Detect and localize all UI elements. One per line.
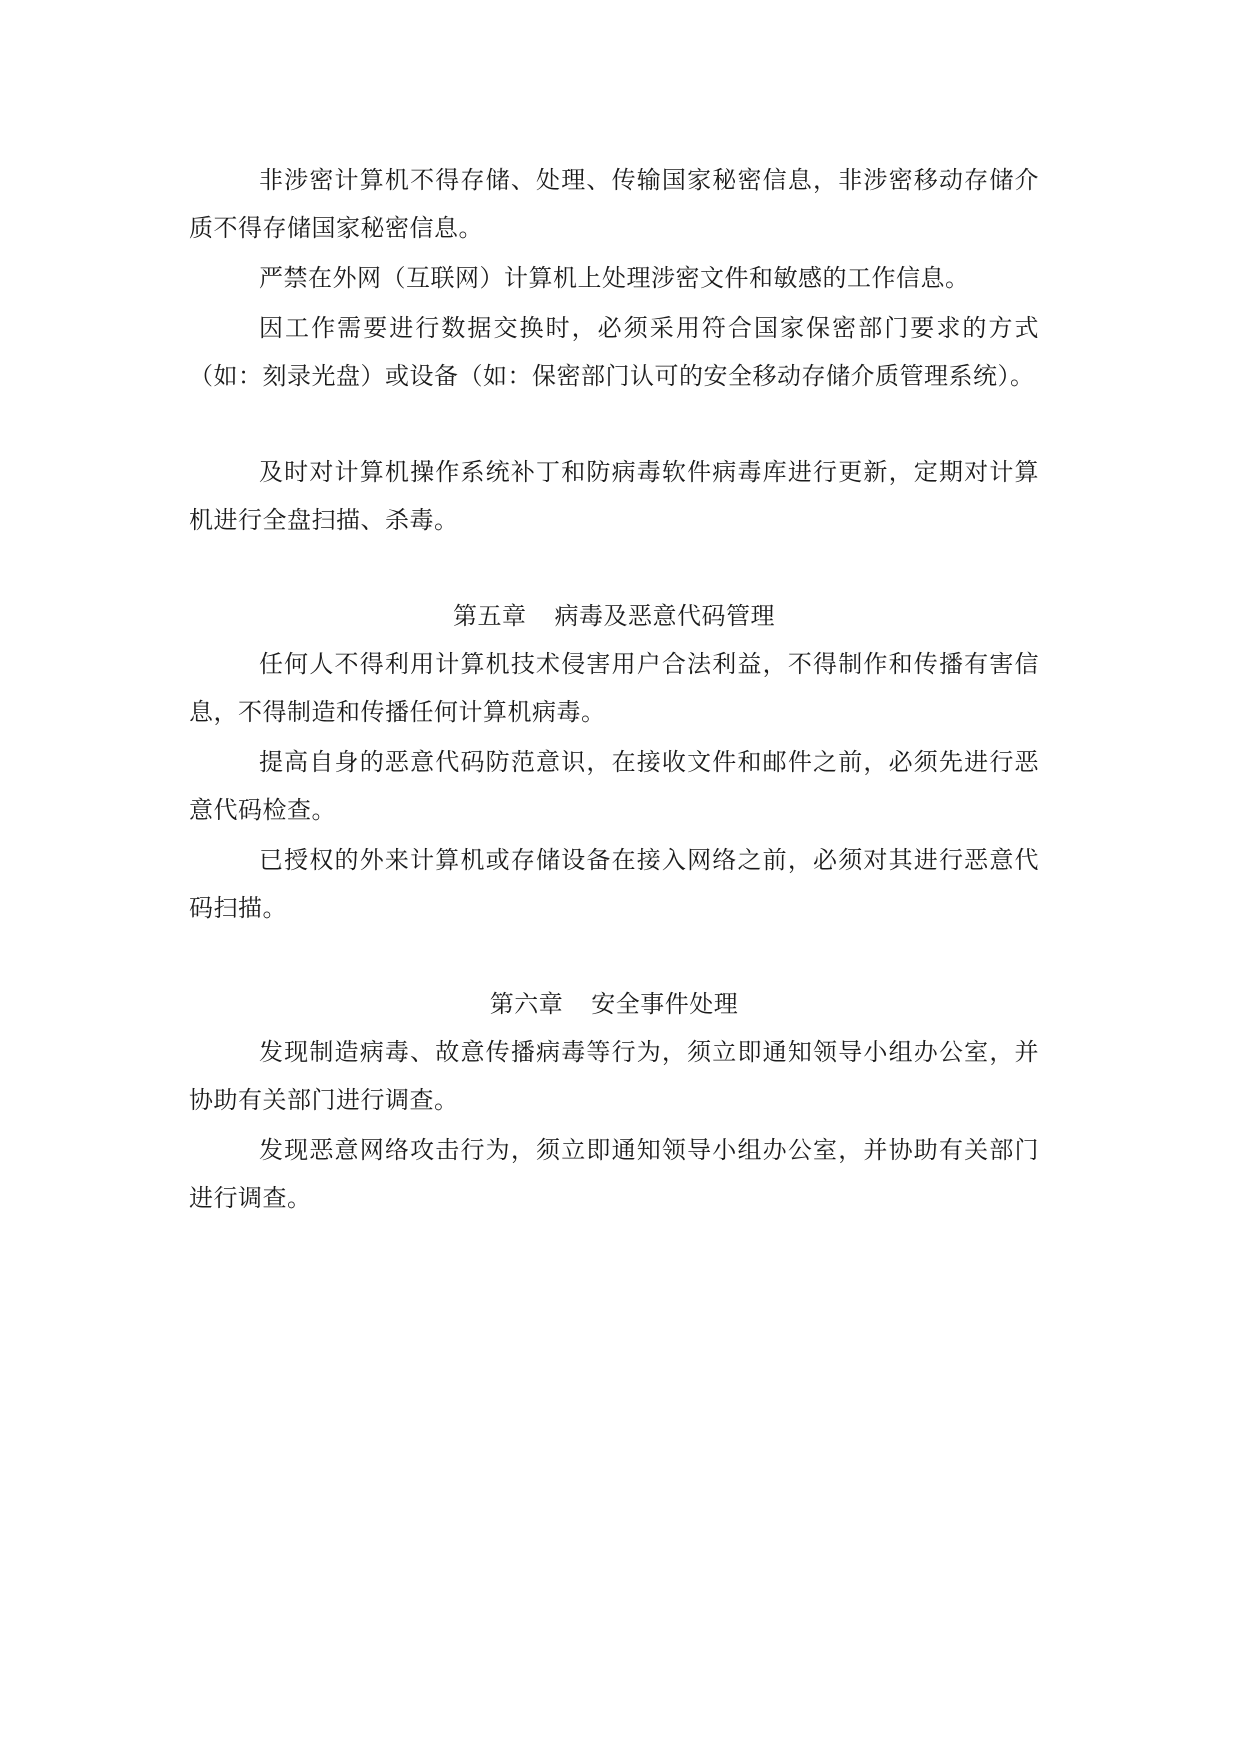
chapter-heading-6	[189, 980, 1039, 1028]
paragraph: 及时对计算机操作系统补丁和防病毒软件病毒库进行更新，定期对计算机进行全盘扫描、杀毒。	[189, 458, 1039, 534]
chapter-number: 第六章	[489, 990, 564, 1018]
paragraph: 严禁在外网（互联网）计算机上处理涉密文件和敏感的工作信息。	[259, 264, 970, 292]
paragraph: 非涉密计算机不得存储、处理、传输国家秘密信息，非涉密移动存储介质不得存储国家秘密信息。	[189, 166, 1039, 242]
chapter-number: 第五章	[453, 602, 527, 630]
paragraph: 发现恶意网络攻击行为，须立即通知领导小组办公室，并协助有关部门进行调查。	[189, 1136, 1039, 1212]
paragraph: 任何人不得利用计算机技术侵害用户合法利益，不得制作和传播有害信息，不得制造和传播任何计算机病毒。	[189, 650, 1039, 726]
paragraph: 发现制造病毒、故意传播病毒等行为，须立即通知领导小组办公室，并协助有关部门进行调查。	[189, 1038, 1039, 1114]
paragraph: 已授权的外来计算机或存储设备在接入网络之前，必须对其进行恶意代码扫描。	[189, 846, 1039, 922]
paragraph: 因工作需要进行数据交换时，必须采用符合国家保密部门要求的方式（如：刻录光盘）或设备（如：保密部门认可的安全移动存储介质管理系统）。	[189, 314, 1039, 390]
chapter-heading-5	[189, 592, 1039, 640]
document-body	[189, 156, 1039, 1222]
chapter-title: 病毒及恶意代码管理	[554, 602, 775, 630]
chapter-title: 安全事件处理	[591, 990, 739, 1018]
paragraph: 提高自身的恶意代码防范意识，在接收文件和邮件之前，必须先进行恶意代码检查。	[189, 748, 1039, 824]
